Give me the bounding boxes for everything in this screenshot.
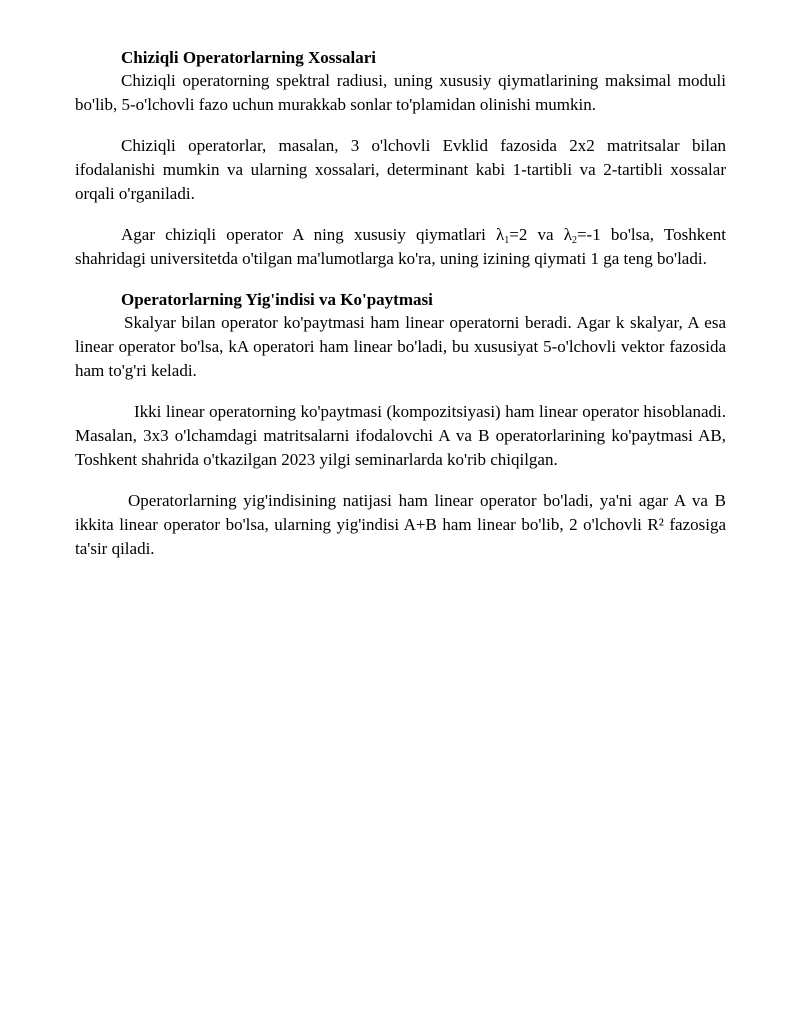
- paragraph-matrix-representation: Chiziqli operatorlar, masalan, 3 o'lchovli Evklid fazosida 2x2 matritsalar bilan ifodalanishi mumkin va ularning xossalari, determinant kabi 1-tartibli va 2-tartibli xossalar orqali o'rganiladi.: [75, 136, 726, 203]
- eigen-text-after: =-1 bo'lsa, Toshkent shahridagi universitetda o'tilgan ma'lumotlarga ko'ra, uning izining qiymati 1 ga teng bo'ladi.: [75, 225, 726, 268]
- section-heading-properties: Chiziqli Operatorlarning Xossalari: [121, 48, 376, 67]
- paragraph-spectral-radius: Chiziqli operatorning spektral radiusi, uning xususiy qiymatlarining maksimal moduli bo'lib, 5-o'lchovli fazo uchun murakkab sonlar to'plamidan olinishi mumkin.: [75, 71, 726, 114]
- eigen-text-mid: =2 va λ: [509, 225, 572, 244]
- eigen-subscript-2: 2: [571, 235, 577, 246]
- eigen-text-before: Agar chiziqli operator A ning xususiy qiymatlari λ: [121, 225, 505, 244]
- eigen-subscript-1: 1: [504, 235, 510, 246]
- paragraph-operator-sum: Operatorlarning yig'indisining natijasi ham linear operator bo'ladi, ya'ni agar A va B ikkita linear operator bo'lsa, ularning yig'indisi A+B ham linear bo'lib, 2 o'lchovli R² fazosiga ta'sir qiladi.: [75, 491, 726, 558]
- paragraph-composition: Ikki linear operatorning ko'paytmasi (kompozitsiyasi) ham linear operator hisoblanadi. Masalan, 3x3 o'lchamdagi matritsalarni ifodalovchi A va B operatorlarining ko'paytmasi AB, Toshkent shahrida o'tkazilgan 2023 yilgi seminarlarda ko'rib chiqilgan.: [75, 402, 726, 469]
- paragraph-scalar-product: Skalyar bilan operator ko'paytmasi ham linear operatorni beradi. Agar k skalyar, A esa linear operator bo'lsa, kA operatori ham linear bo'ladi, bu xususiyat 5-o'lchovli vektor fazosida ham to'g'ri keladi.: [75, 313, 726, 380]
- paragraph-eigenvalues: [75, 223, 726, 271]
- section-heading-sum-product: Operatorlarning Yig'indisi va Ko'paytmasi: [121, 290, 433, 309]
